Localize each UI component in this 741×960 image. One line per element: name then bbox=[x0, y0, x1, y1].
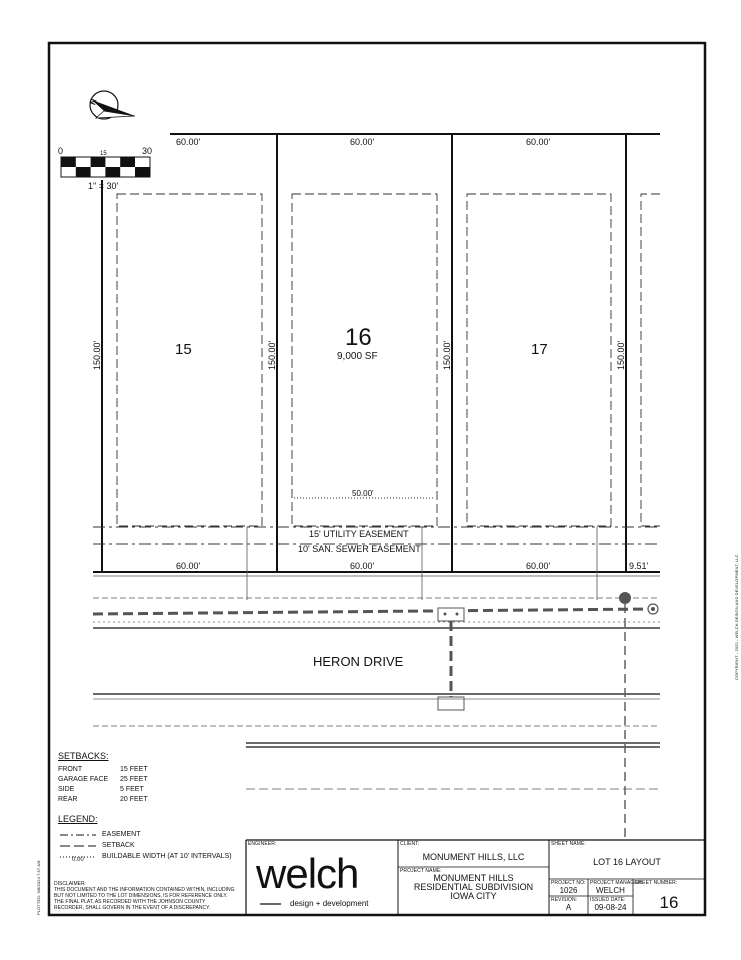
logo-tagline: design + development bbox=[290, 899, 369, 908]
scale-tick-15: 15 bbox=[100, 151, 107, 157]
sheet-number-label: SHEET NUMBER: bbox=[635, 880, 678, 886]
lot-16-area: 9,000 SF bbox=[337, 351, 378, 362]
lot-16-rear-dim: 60.00' bbox=[350, 137, 375, 147]
lot-16-front-dim: 60.00' bbox=[350, 561, 375, 571]
scale-ratio: 1" = 30' bbox=[88, 181, 119, 191]
disclaimer bbox=[54, 881, 244, 911]
scale-tick-0: 0 bbox=[58, 146, 64, 156]
street-name: HERON DRIVE bbox=[313, 654, 404, 669]
issued-date: 09-08-24 bbox=[594, 903, 627, 912]
copyright-note: COPYRIGHT - 2022 - WELCH DESIGN AND DEVELOPMENT, LLC bbox=[734, 554, 739, 680]
sewer-easement-label: 10' SAN. SEWER EASEMENT bbox=[298, 544, 421, 554]
engineer-label: ENGINEER: bbox=[248, 841, 277, 847]
svg-text:N: N bbox=[88, 97, 99, 107]
setback-row bbox=[58, 776, 158, 783]
setback-row bbox=[58, 766, 158, 773]
north-arrow-icon bbox=[88, 91, 135, 119]
disclaimer-line: THIS DOCUMENT AND THE INFORMATION CONTAINED WITHIN, INCLUDING bbox=[54, 887, 235, 893]
revision-label: REVISION: bbox=[551, 897, 578, 903]
project-manager: WELCH bbox=[596, 886, 625, 895]
disclaimer-line: THE FINAL PLAT, AS RECORDED WITH THE JOHNSON COUNTY bbox=[54, 899, 206, 905]
disclaimer-line: BUT NOT LIMITED TO THE LOT DIMENSIONS, IS FOR REFERENCE ONLY. bbox=[54, 893, 228, 899]
setback-label: FRONT bbox=[58, 766, 83, 773]
lot-16-buildable-width: 50.00' bbox=[352, 489, 374, 498]
plot-date-note: PLOTTED: 9/8/2024 7:57 AM bbox=[36, 860, 41, 915]
sheet-number: 16 bbox=[659, 893, 679, 912]
lot-15-rear-dim: 60.00' bbox=[176, 137, 201, 147]
manhole-north bbox=[438, 608, 464, 621]
setback-value: 15 FEET bbox=[120, 766, 148, 773]
legend-title: LEGEND: bbox=[58, 814, 98, 824]
scale-bar bbox=[58, 146, 152, 191]
utility-easement-label: 15' UTILITY EASEMENT bbox=[309, 529, 409, 539]
sheet-name-label: SHEET NAME: bbox=[551, 841, 586, 847]
lot-15-depth-dim: 150.00' bbox=[92, 340, 102, 370]
lot-17-front-dim: 60.00' bbox=[526, 561, 551, 571]
project-name bbox=[398, 874, 549, 901]
lot-18-depth-dim: 150.00' bbox=[616, 340, 626, 370]
project-name-label: PROJECT NAME: bbox=[400, 868, 442, 874]
client-label: CLIENT: bbox=[400, 841, 420, 847]
lot-16-depth-dim: 150.00' bbox=[267, 340, 277, 370]
lot-18-front-dim: 9.51' bbox=[629, 561, 649, 571]
project-no-label: PROJECT NO: bbox=[551, 880, 586, 886]
setback-label: GARAGE FACE bbox=[58, 776, 109, 783]
project-line-2: RESIDENTIAL SUBDIVISION bbox=[413, 882, 534, 892]
sheet-name: LOT 16 LAYOUT bbox=[593, 857, 661, 867]
lot-17-depth-dim: 150.00' bbox=[442, 340, 452, 370]
legend-setback: SETBACK bbox=[102, 842, 135, 849]
issued-date-label: ISSUED DATE: bbox=[590, 897, 626, 903]
setbacks-title: SETBACKS: bbox=[58, 751, 109, 761]
client-name: MONUMENT HILLS, LLC bbox=[422, 852, 525, 862]
lot-15-number: 15 bbox=[175, 341, 192, 358]
project-line-3: IOWA CITY bbox=[450, 891, 497, 901]
legend-buildable: BUILDABLE WIDTH (AT 10' INTERVALS) bbox=[102, 853, 232, 860]
disclaimer-line: RECORDER, SHALL GOVERN IN THE EVENT OF A DISCREPANCY. bbox=[54, 905, 211, 911]
lot-15-front-dim: 60.00' bbox=[176, 561, 201, 571]
setback-lines bbox=[117, 194, 660, 526]
lot-17-rear-dim: 60.00' bbox=[526, 137, 551, 147]
sanitary-sewer-main bbox=[93, 609, 650, 614]
scale-tick-30: 30 bbox=[142, 146, 153, 156]
setback-value: 5 FEET bbox=[120, 786, 144, 793]
setback-row bbox=[58, 796, 158, 803]
setback-value: 20 FEET bbox=[120, 796, 148, 803]
project-line-1: MONUMENT HILLS bbox=[433, 873, 514, 883]
disclaimer-title: DISCLAIMER: bbox=[54, 881, 86, 887]
project-manager-label: PROJECT MANAGER: bbox=[590, 880, 643, 886]
setback-value: 25 FEET bbox=[120, 776, 148, 783]
project-no: 1026 bbox=[559, 886, 578, 895]
logo-wordmark: welch bbox=[256, 850, 359, 897]
setback-label: SIDE bbox=[58, 786, 75, 793]
setback-row bbox=[58, 786, 158, 793]
lot-16-number: 16 bbox=[345, 324, 372, 351]
revision: A bbox=[565, 903, 572, 912]
hydrant-icon bbox=[619, 592, 631, 604]
setbacks-table bbox=[58, 751, 158, 803]
lot-17-number: 17 bbox=[531, 341, 548, 358]
setback-label: REAR bbox=[58, 796, 78, 803]
legend-easement: EASEMENT bbox=[102, 831, 141, 838]
legend-buildable-sample: 0.00' bbox=[72, 857, 85, 863]
